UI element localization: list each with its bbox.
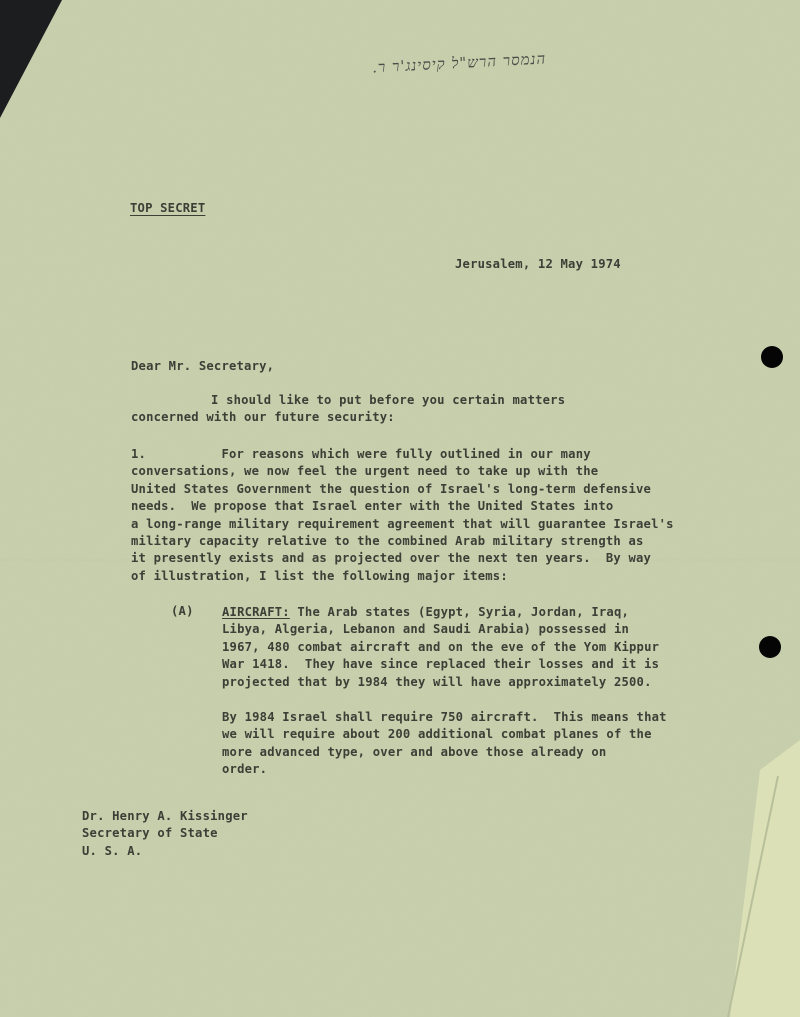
item-line: By 1984 Israel shall require 750 aircraft. This means that xyxy=(222,710,667,724)
salutation: Dear Mr. Secretary, xyxy=(131,359,275,373)
paragraph-1 xyxy=(131,446,674,585)
punch-hole-bottom xyxy=(759,636,781,658)
item-line: order. xyxy=(222,762,268,777)
paragraph-line: a long-range military requirement agreement that will guarantee Israel's xyxy=(131,516,674,531)
paragraph-line: United States Government the question of Israel's long-term defensive xyxy=(131,481,652,496)
item-heading: AIRCRAFT: xyxy=(222,605,290,619)
item-a-paragraph xyxy=(222,604,659,691)
intro-line-1: I should like to put before you certain matters xyxy=(211,393,566,407)
intro-line-2: concerned with our future security: xyxy=(131,410,395,424)
classification-marking: TOP SECRET xyxy=(130,201,206,215)
paragraph-line: conversations, we now feel the urgent need to take up with the xyxy=(131,464,599,479)
addressee-block xyxy=(82,808,248,860)
paragraph-line: For reasons which were fully outlined in our many xyxy=(221,447,591,461)
paragraph-line: it presently exists and as projected over the next ten years. By way xyxy=(131,551,652,566)
paragraph-line: needs. We propose that Israel enter with the United States into xyxy=(131,499,614,514)
paragraph-line: military capacity relative to the combined Arab military strength as xyxy=(131,534,644,549)
item-line: we will require about 200 additional combat planes of the xyxy=(222,727,652,742)
addressee-name: Dr. Henry A. Kissinger xyxy=(82,809,248,823)
punch-hole-top xyxy=(761,346,783,368)
addressee-title: Secretary of State xyxy=(82,826,218,841)
item-line: War 1418. They have since replaced their losses and it is xyxy=(222,657,660,672)
item-line: projected that by 1984 they will have approximately 2500. xyxy=(222,674,652,689)
paragraph-line: of illustration, I list the following major items: xyxy=(131,568,508,583)
handwritten-note: הנמסר הרש"ל קיסינג'ר ר. xyxy=(371,49,547,77)
item-marker: (A) xyxy=(171,604,194,618)
item-line: The Arab states (Egypt, Syria, Jordan, Iraq, xyxy=(289,605,630,619)
item-a-paragraph-2 xyxy=(222,709,667,779)
addressee-country: U. S. A. xyxy=(82,843,143,858)
dateline: Jerusalem, 12 May 1974 xyxy=(455,257,621,271)
item-line: more advanced type, over and above those already on xyxy=(222,744,607,759)
item-line: 1967, 480 combat aircraft and on the eve of the Yom Kippur xyxy=(222,639,660,654)
paragraph-number: 1. xyxy=(131,447,147,461)
item-line: Libya, Algeria, Lebanon and Saudi Arabia) possessed in xyxy=(222,622,630,637)
